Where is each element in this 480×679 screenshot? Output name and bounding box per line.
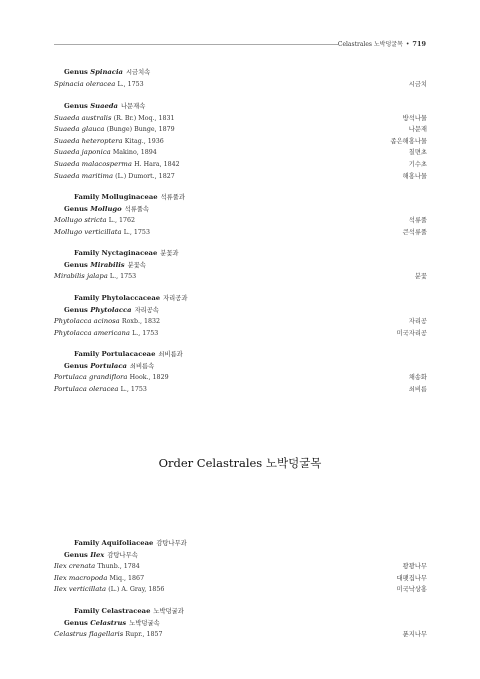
genus-heading: Genus Mollugo 석류풀속	[64, 204, 150, 213]
species-author: L., 1762	[108, 217, 136, 225]
species-author: Roxb., 1832	[121, 318, 161, 326]
species-author: Makino, 1894	[112, 149, 157, 157]
korean-name: 분꽃	[414, 273, 427, 281]
korean-name: 미국자리공	[396, 329, 427, 337]
korean-name: 기수초	[408, 160, 427, 168]
species-name: Suaeda heteroptera	[54, 136, 123, 145]
family-heading: Family Portulacaceae 쇠비름과	[74, 350, 183, 358]
species-row	[54, 629, 427, 641]
species-row	[54, 271, 427, 283]
taxon-group	[54, 67, 427, 90]
genus-heading: Genus Spinacia 시금치속	[64, 68, 151, 76]
species-author: (R. Br.) Moq., 1831	[113, 114, 175, 122]
species-name: Portulaca oleracea	[54, 384, 119, 393]
species-row	[54, 147, 427, 159]
species-row	[54, 79, 427, 91]
family-heading: Family Celastraceae 노박덩굴과	[74, 607, 184, 615]
korean-name: 채송화	[408, 374, 427, 382]
taxon-group	[54, 538, 427, 596]
family-heading: Family Aquifoliaceae 감탕나무과	[74, 539, 187, 547]
species-row	[54, 215, 427, 227]
korean-name: 자리공	[408, 318, 427, 326]
korean-name: 미국낙상홍	[396, 586, 427, 594]
species-author: Rupr., 1857	[125, 631, 163, 639]
species-name: Suaeda malacosperma	[54, 159, 132, 168]
genus-heading: Genus Portulaca 쇠비름속	[64, 361, 155, 370]
species-author: L., 1753	[132, 329, 159, 337]
korean-name: 석류풀	[408, 217, 427, 225]
species-name: Spinacia oleracea	[54, 79, 116, 88]
species-row	[54, 561, 427, 573]
genus-heading: Genus Celastrus 노박덩굴속	[64, 618, 160, 627]
species-name: Mirabilis jalapa	[54, 272, 108, 281]
family-heading: Family Nyctaginaceae 분꽃과	[74, 249, 179, 257]
species-author: (L.) Dumort., 1827	[115, 172, 175, 180]
species-row	[54, 584, 427, 596]
genus-heading: Genus Phytolacca 자리공속	[64, 305, 159, 314]
species-name: Ilex verticillata	[54, 585, 107, 594]
korean-name: 좁은해홍나물	[390, 137, 427, 145]
species-author: L., 1753	[123, 228, 150, 236]
genus-heading: Genus Mirabilis 분꽃속	[64, 260, 146, 269]
order-title: Order Celastrales 노박덩굴목	[158, 456, 322, 470]
korean-name: 쇠비름	[408, 385, 427, 393]
korean-name: 시금치	[408, 80, 427, 88]
species-row	[54, 113, 427, 125]
species-name: Portulaca grandiflora	[54, 373, 128, 382]
running-head	[338, 39, 426, 48]
species-row	[54, 136, 427, 148]
species-author: L., 1753	[117, 80, 144, 88]
species-name: Mollugo stricta	[54, 216, 107, 225]
species-author: Miq., 1867	[109, 574, 145, 582]
species-name: Celastrus flagellaris	[54, 630, 124, 639]
species-row	[54, 171, 427, 183]
bullet-separator: •	[405, 41, 410, 48]
species-author: (Bunge) Bunge, 1879	[106, 126, 175, 134]
korean-name: 푼지나무	[402, 631, 427, 639]
taxon-group	[54, 248, 427, 283]
korean-name: 꽝꽝나무	[402, 563, 427, 571]
korean-name: 대팻집나무	[396, 574, 427, 582]
species-author: Kitag., 1936	[124, 137, 164, 145]
species-name: Suaeda maritima	[54, 171, 113, 180]
running-title: Celastrales 노박덩굴목	[337, 41, 403, 48]
species-name: Ilex macropoda	[54, 573, 108, 582]
taxon-group	[54, 101, 427, 182]
species-name: Suaeda japonica	[54, 148, 111, 157]
species-row	[54, 328, 427, 340]
species-name: Mollugo verticillata	[54, 227, 122, 236]
species-row	[54, 573, 427, 585]
species-row	[54, 316, 427, 328]
species-row	[54, 124, 427, 136]
species-name: Suaeda australis	[54, 113, 112, 122]
species-name: Phytolacca americana	[54, 328, 130, 337]
genus-heading: Genus Ilex 감탕나무속	[64, 550, 138, 559]
korean-name: 해홍나물	[402, 172, 427, 180]
taxon-group	[54, 192, 427, 238]
species-author: L., 1753	[120, 385, 147, 393]
korean-name: 칠면초	[408, 149, 427, 157]
species-name: Ilex crenata	[54, 562, 96, 571]
species-name: Suaeda glauca	[54, 125, 105, 134]
species-author: H. Hara, 1842	[134, 160, 180, 168]
species-row	[54, 159, 427, 171]
korean-name: 나문재	[408, 126, 427, 134]
taxon-group	[54, 293, 427, 339]
page-number: 719	[412, 40, 426, 48]
taxon-group	[54, 606, 427, 641]
species-row	[54, 372, 427, 384]
family-heading: Family Phytolaccaceae 자리공과	[74, 294, 188, 302]
korean-name: 큰석류풀	[402, 228, 427, 236]
species-author: Hook., 1829	[129, 374, 169, 382]
header-rule	[54, 44, 338, 45]
species-author: Thunb., 1784	[97, 563, 140, 571]
genus-heading: Genus Suaeda 나문재속	[64, 102, 146, 110]
taxon-group	[54, 349, 427, 395]
species-author: L., 1753	[109, 273, 137, 281]
korean-name: 방석나물	[402, 114, 427, 122]
family-heading: Family Molluginaceae 석류풀과	[74, 193, 185, 201]
species-author: (L.) A. Gray, 1856	[108, 586, 165, 594]
species-row	[54, 384, 427, 396]
species-name: Phytolacca acinosa	[54, 317, 120, 326]
species-row	[54, 227, 427, 239]
